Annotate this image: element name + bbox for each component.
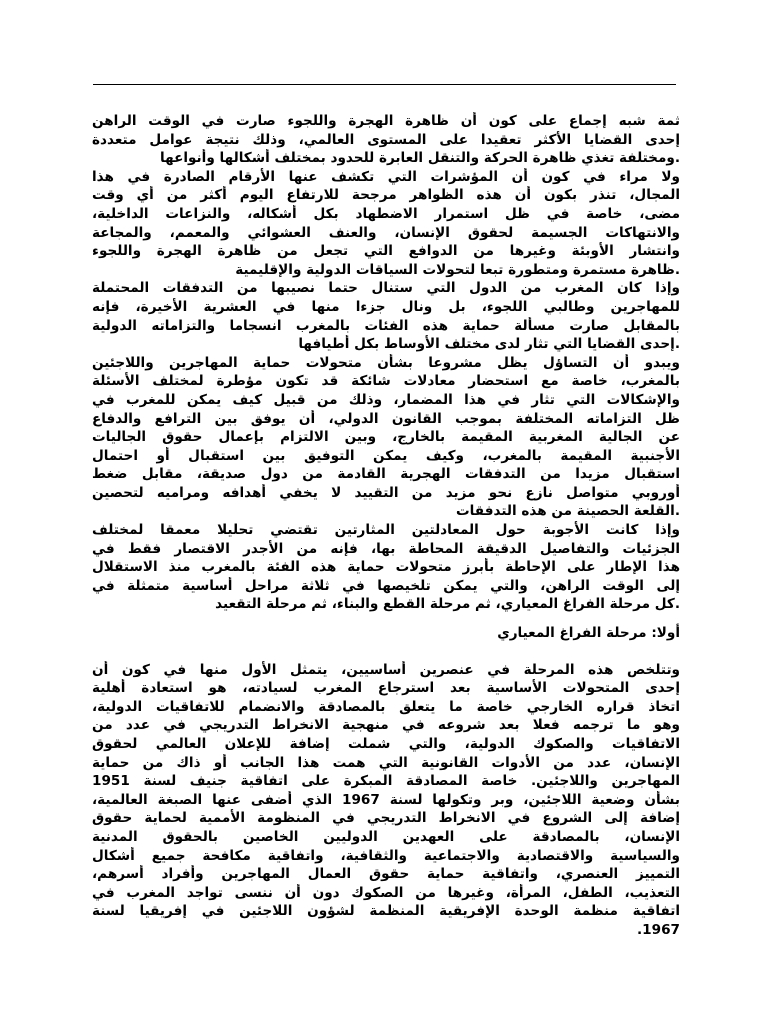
text-line: الأجنبية المقيمة بالمغرب، وكيف يمكن التوفيق بين استقبال أو احتمال: [92, 447, 680, 464]
text-line: بشأن وضعية اللاجئين، وبر وتكولها لسنة 1967 الذي أضفى عنها الصبغة العالمية،: [92, 791, 680, 808]
text-line: والانتهاكات الجسيمة لحقوق الإنسان، والعنف العشوائي والمعمم، والمجاعة: [92, 224, 680, 241]
section-heading: أولا: مرحلة الفراغ المعياري: [497, 625, 680, 642]
text-line: الاتفاقيات والصكوك الدولية، والتي شملت إضافة للإعلان العالمي لحقوق: [92, 736, 680, 752]
header-rule: [93, 84, 676, 85]
text-line: .ومختلفة تغذي ظاهرة الحركة والتنقل العابرة للحدود بمختلف أشكالها وأنواعها: [160, 150, 680, 167]
text-line: اتخاذ قراره الخارجي خاصة ما يتعلق بالمصادقة والانضمام للاتفاقيات الدولية،: [92, 698, 680, 715]
text-line: وإذا كان المغرب من الدول التي ستنال حتما نصيبها من التدفقات المحتملة: [92, 280, 680, 297]
text-line: وإذا كانت الأجوبة حول المعادلتين المثارتين تقتضي تحليلا معمقا لمختلف: [92, 522, 680, 539]
text-line: إحدى القضايا الأكثر تعقيدا على المستوى العالمي، وذلك نتيجة عوامل متعددة: [92, 131, 680, 148]
text-line: ظل التزاماته المختلفة بموجب القانون الدولي، أن يوفق بين الترافع والدفاع: [92, 410, 680, 427]
text-line: بالمقابل صارت مسألة حماية هذه الفئات بالمغرب انسجاما والتزاماته الدولية: [92, 317, 680, 334]
text-line: هذا الإطار على الإحاطة بأبرز متحولات حماية هذه الفئة بالمغرب منذ الاستقلال: [92, 559, 680, 576]
text-line: إضافة إلى الشروع في الانخراط التدريجي في المنظومة الأممية لحماية حقوق: [92, 810, 680, 827]
text-line: والسياسية والاقتصادية والاجتماعية والثقافية، واتفاقية مكافحة جميع أشكال: [92, 847, 680, 864]
section-paragraph: [92, 661, 680, 940]
text-line: بالمغرب، خاصة مع استحضار معادلات شائكة قد تكون مؤطرة لمختلف الأسئلة: [92, 373, 680, 390]
text-line: .ظاهرة مستمرة ومتطورة تبعا لتحولات السياقات الدولية والإقليمية: [235, 261, 680, 278]
text-line: استقبال مزيدا من التدفقات الهجرية القادمة من دول صديقة، مقابل ضغط: [92, 466, 680, 483]
text-line: أوروبي متواصل نازع نحو مزيد من التقييد لا يخفي أهدافه ومراميه لتحصين: [92, 484, 680, 501]
text-line: المجال، تنذر بكون أن هذه الظواهر مرجحة للارتفاع اليوم أكثر من أي وقت: [92, 187, 680, 204]
text-line: وانتشار الأوبئة وغيرها من الدوافع التي تجعل من ظاهرة الهجرة واللجوء: [92, 243, 680, 260]
text-line: .إحدى القضايا التي تثار لدى مختلف الأوساط بكل أطيافها: [298, 336, 680, 353]
text-line: المهاجرين واللاجئين. خاصة المصادقة المبكرة على اتفاقية جنيف لسنة 1951: [92, 773, 680, 790]
text-line: ولا مراء في كون أن المؤشرات التي تكشف عنها الأرقام الصادرة في هذا: [92, 168, 680, 185]
text-line: للمهاجرين وطالبي اللجوء، بل ونال جزءا منها في العشرية الأخيرة، فإنه: [92, 298, 680, 315]
text-line: .1967: [637, 921, 680, 938]
text-line: الإنسان، بالمصادقة على العهدين الدوليين الخاصين بالحقوق المدنية: [92, 828, 680, 845]
text-line: مضى، خاصة في ظل استمرار الاضطهاد بكل أشكاله، والنزاعات الداخلية،: [92, 205, 680, 222]
intro-paragraphs: [92, 112, 680, 614]
text-line: إحدى المتحولات الأساسية بعد استرجاع المغرب لسيادته، هو استعادة أهلية: [92, 680, 680, 697]
text-line: عن الجالية المغربية المقيمة بالخارج، وبين الالتزام بإعمال حقوق الجاليات: [92, 429, 680, 446]
text-line: الجزئيات والتفاصيل الدقيقة المحاطة بها، فإنه من الأجدر الاقتصار فقط في: [92, 540, 680, 557]
text-line: .كل مرحلة الفراغ المعياري، ثم مرحلة القطع والبناء، ثم مرحلة التقعيد: [215, 596, 680, 613]
text-line: .القلعة الحصينة من هذه التدفقات: [456, 503, 680, 520]
document-body: [92, 112, 680, 940]
text-line: التعذيب، الطفل، المرأة، وغيرها من الصكوك دون أن ننسى تواجد المغرب في: [92, 884, 680, 901]
text-line: إلى الوقت الراهن، والتي يمكن تلخيصها في ثلاثة مراحل أساسية متمثلة في: [92, 577, 680, 594]
text-line: وهو ما ترجمه فعلا بعد شروعه في منهجية الانخراط التدريجي في عدد من: [92, 717, 680, 734]
text-line: وتتلخص هذه المرحلة في عنصرين أساسيين، يتمثل الأول منها في كون أن: [92, 661, 680, 678]
text-line: ويبدو أن التساؤل يظل مشروعا بشأن متحولات حماية المهاجرين واللاجئين: [92, 354, 680, 371]
text-line: الإنسان، عدد من الأدوات القانونية التي همت هذا الجانب أو ذاك من حماية: [92, 754, 680, 771]
text-line: والإشكالات التي تثار في هذا المضمار، وذلك من قبيل كيف يمكن للمغرب في: [92, 391, 680, 408]
text-line: التمييز العنصري، واتفاقية حماية حقوق العمال المهاجرين وأفراد أسرهم،: [92, 866, 680, 883]
text-line: اتفاقية منظمة الوحدة الإفريقية المنظمة لشؤون اللاجئين في إفريقيا لسنة: [92, 903, 680, 920]
text-line: ثمة شبه إجماع على كون أن ظاهرة الهجرة واللجوء صارت في الوقت الراهن: [92, 113, 680, 129]
